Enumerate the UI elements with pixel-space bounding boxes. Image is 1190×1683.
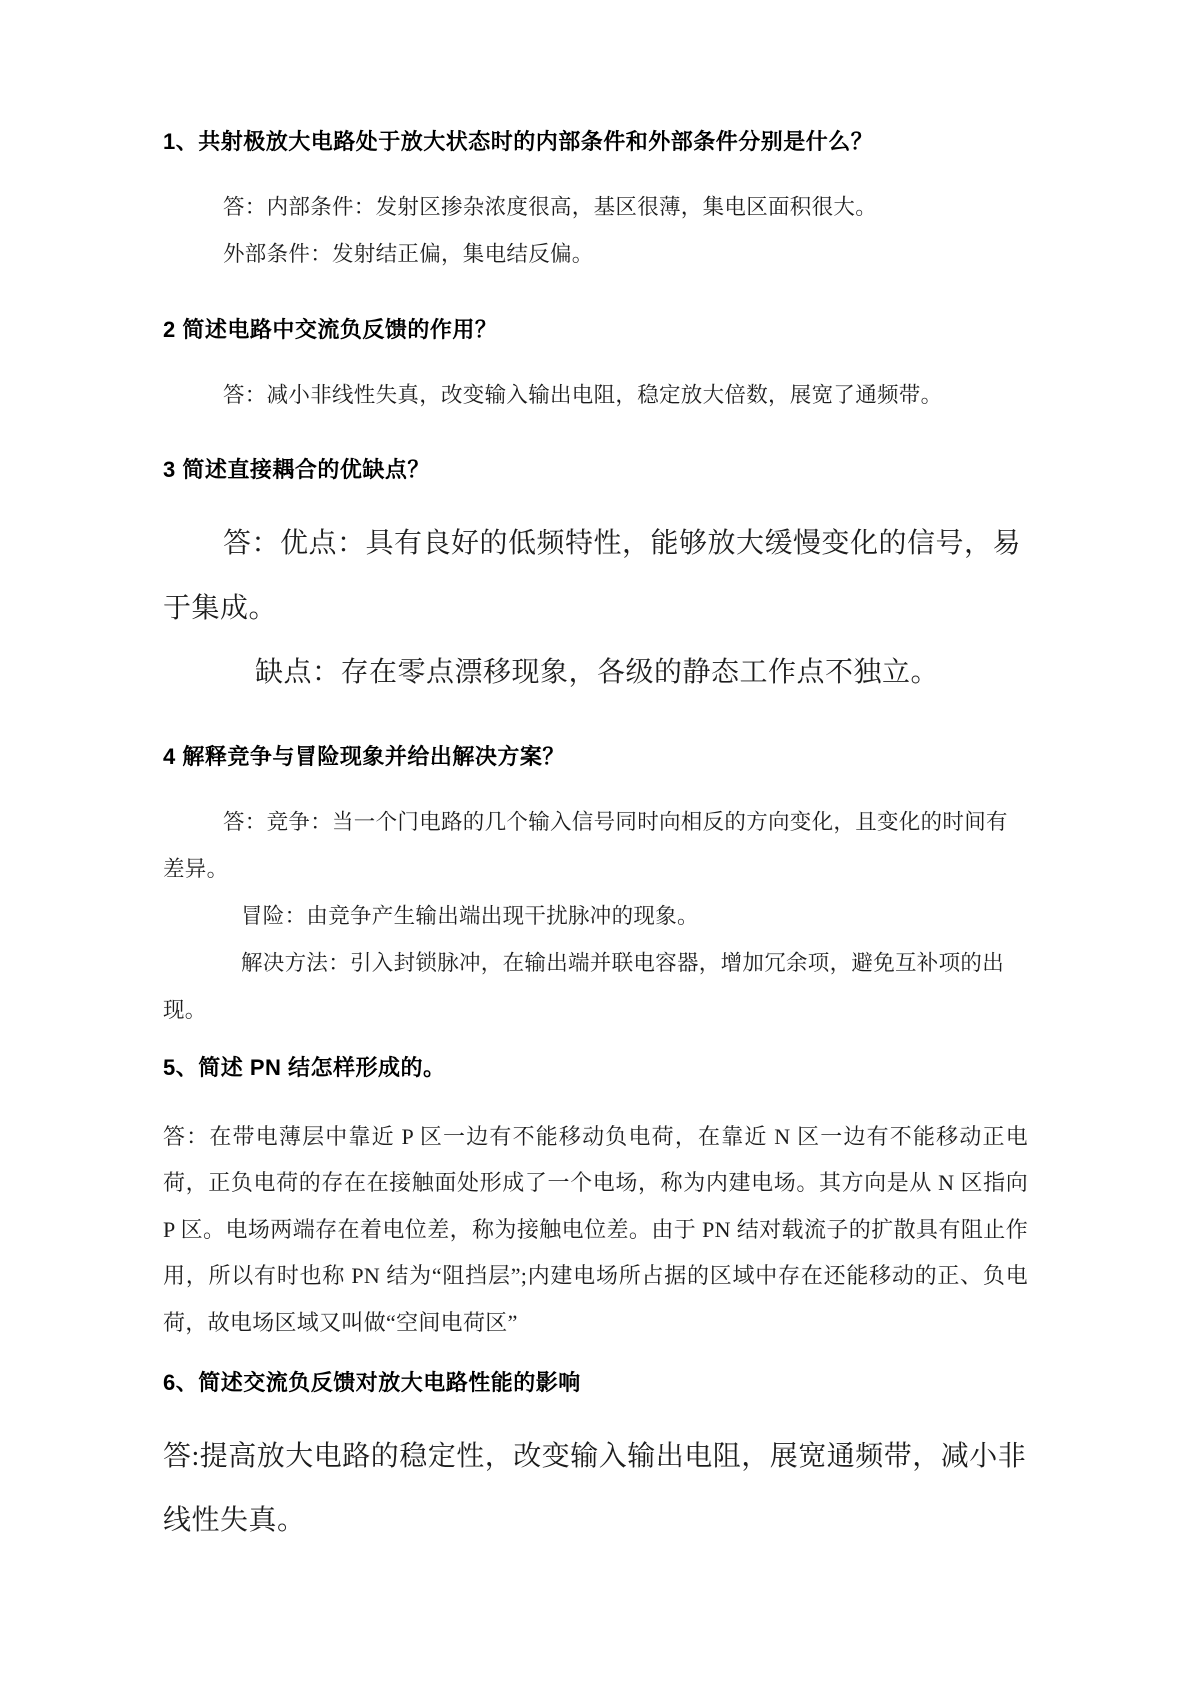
answer-4-hazard: 冒险：由竞争产生输出端出现干扰脉冲的现象。 (241, 904, 699, 929)
answer-1-line-1: 答：内部条件：发射区掺杂浓度很高，基区很薄，集电区面积很大。 (223, 194, 878, 219)
answer-4-competition: 答：竞争：当一个门电路的几个输入信号同时向相反的方向变化，且变化的时间有差异。 (163, 810, 1008, 882)
question-6-heading: 6、简述交流负反馈对放大电路性能的影响 (163, 1369, 581, 1395)
question-3-heading: 3 简述直接耦合的优缺点？ (163, 457, 430, 483)
answer-3-disadvantages: 缺点：存在零点漂移现象，各级的静态工作点不独立。 (255, 657, 940, 689)
question-1-heading: 1、共射极放大电路处于放大状态时的内部条件和外部条件分别是什么？ (163, 129, 874, 154)
answer-6: 答:提高放大电路的稳定性，改变输入输出电阻，展宽通频带，减小非线性失真。 (163, 1440, 1027, 1536)
question-4-heading: 4 解释竞争与冒险现象并给出解决方案？ (163, 744, 565, 770)
answer-3-advantages: 答：优点：具有良好的低频特性，能够放大缓慢变化的信号，易于集成。 (163, 528, 1022, 624)
question-5-heading: 5、简述 PN 结怎样形成的。 (163, 1054, 446, 1080)
answer-5-paragraph: 答：在带电薄层中靠近 P 区一边有不能移动负电荷，在靠近 N 区一边有不能移动正电荷，正负电荷的存在在接触面处形成了一个电场，称为内建电场。其方向是从 N 区指向 P 区。电场两端存在着电位差，称为接触电位差。由于 PN 结对载流子的扩散具有阻止作用，所以有时也称 PN 结为“阻挡层”;内建电场所占据的区域中存在还能移动的正、负电荷，故电场区域又叫做“空间电荷区” (163, 1123, 1028, 1335)
answer-4-solution: 解决方法：引入封锁脉冲，在输出端并联电容器，增加冗余项，避免互补项的出现。 (163, 950, 1005, 1022)
answer-1-line-2: 外部条件：发射结正偏，集电结反偏。 (223, 241, 594, 266)
answer-2: 答：减小非线性失真，改变输入输出电阻，稳定放大倍数，展宽了通频带。 (223, 382, 943, 407)
question-2-heading: 2 简述电路中交流负反馈的作用？ (163, 316, 498, 342)
